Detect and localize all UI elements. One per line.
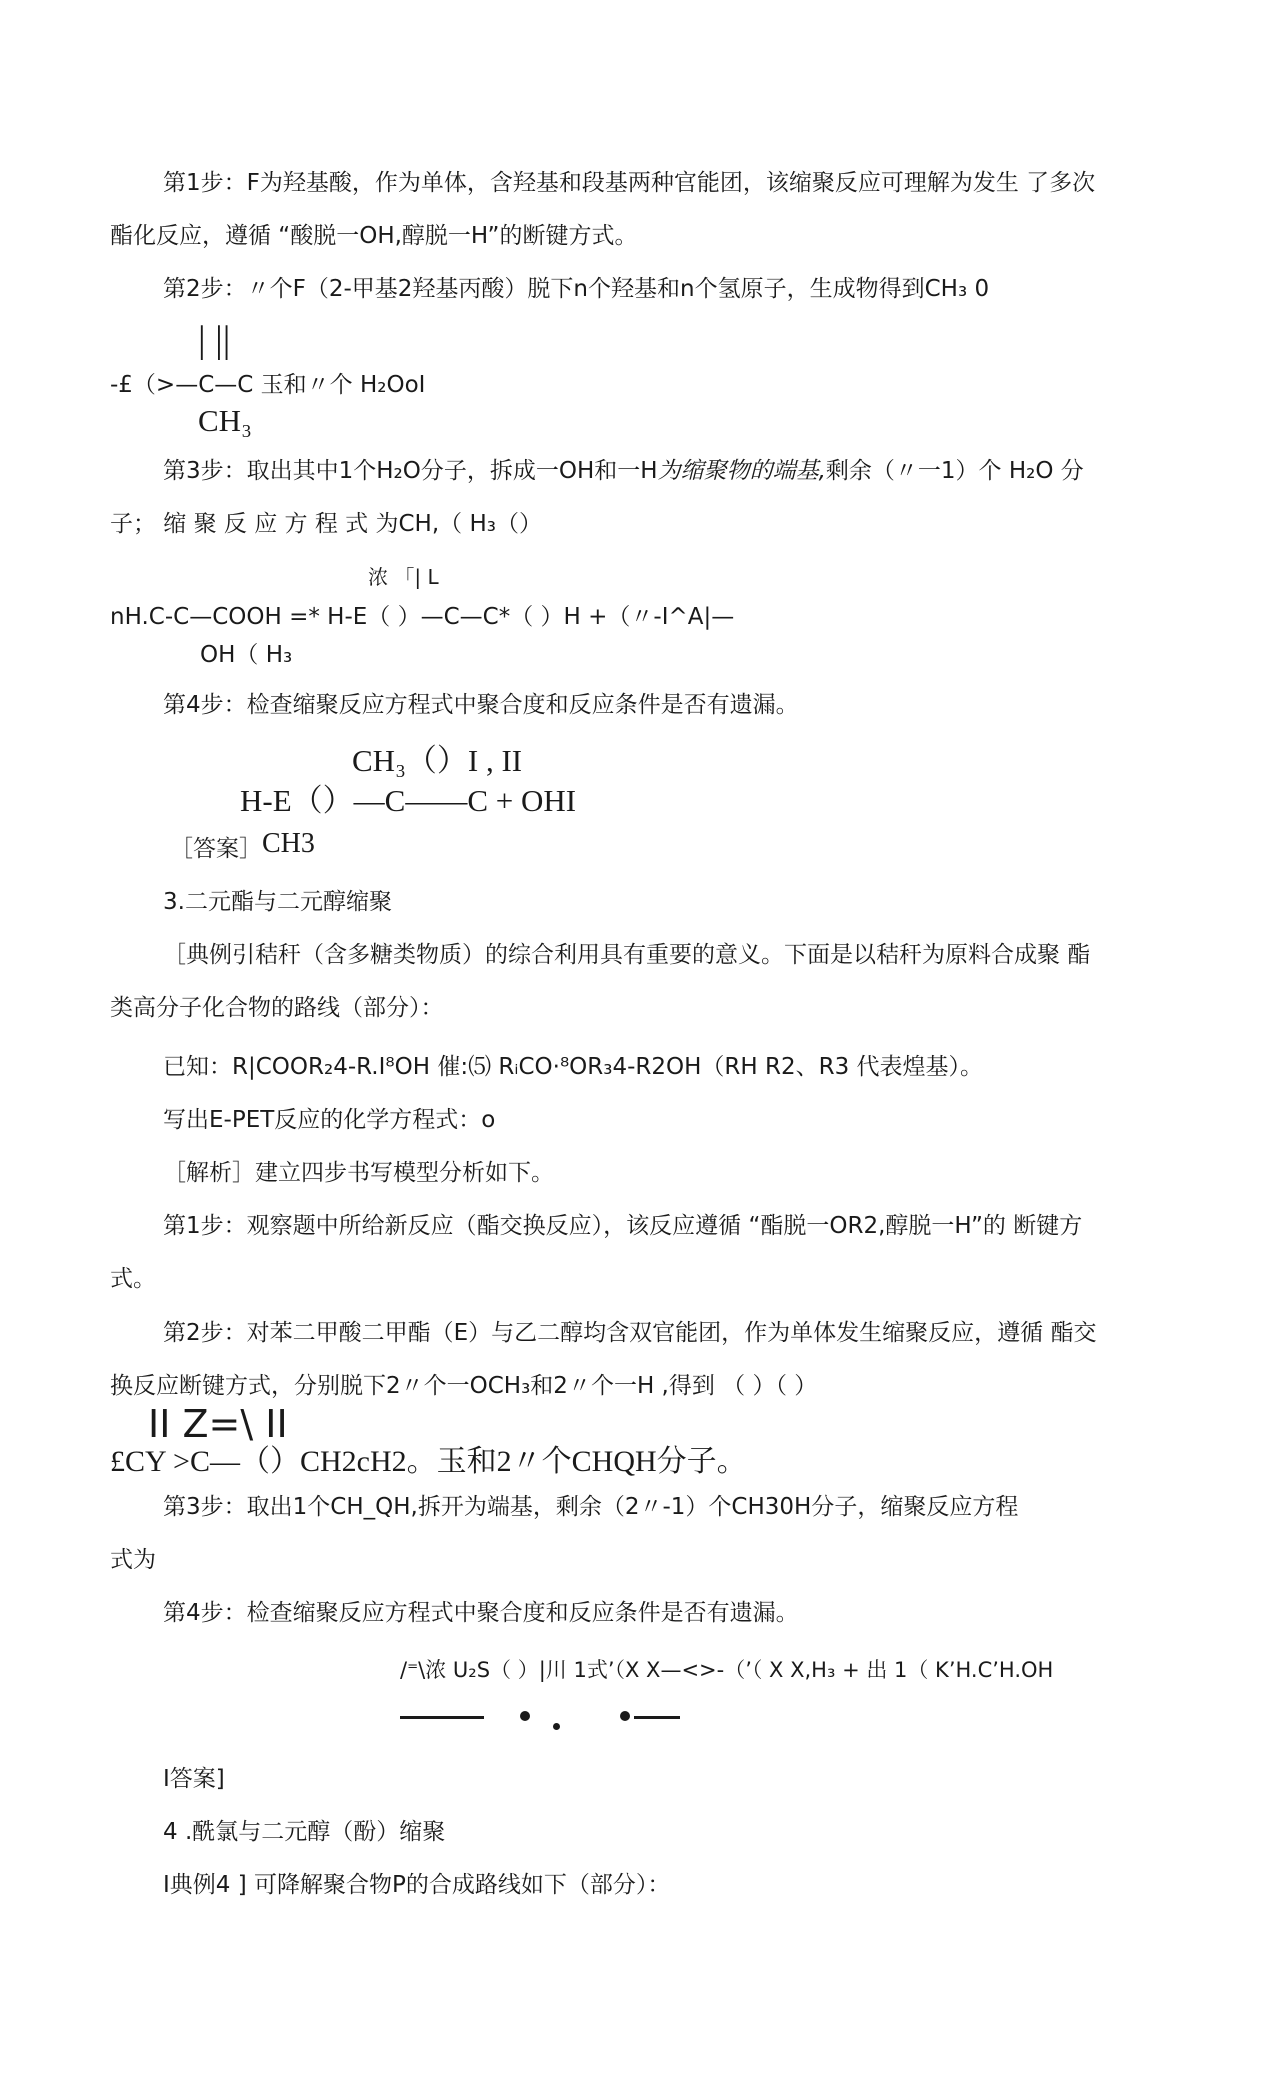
s1-line1: 第1步：观察题中所给新反应（酯交换反应），该反应遵循 “酯脱一OR2,醇脱一H”的 断键方 xyxy=(163,1213,1083,1239)
answer-label xyxy=(170,828,315,864)
step3-line2: 子； 缩 聚 反 应 方 程 式 为CH,（ H₃（） xyxy=(110,511,542,537)
equation2-arrow-left xyxy=(400,1716,484,1719)
answer-formula-main: H-E（）—C——C + OHI xyxy=(240,783,577,818)
example4-line: I典例4 ] 可降解聚合物P的合成路线如下（部分）： xyxy=(163,1872,671,1898)
step3-line1-start: 第3步：取出其中1个H₂O分子，拆成一OH和一H xyxy=(163,458,658,484)
equation1-condition xyxy=(368,562,439,592)
equation1-condition-text: 浓 「| L xyxy=(368,565,439,589)
equation1-substituents: OH（ H₃ xyxy=(200,642,293,668)
s1-line2: 式。 xyxy=(110,1266,156,1292)
equation2-line: /⁼\浓 U₂S（ ）|川 1式’（X X—<>-（’（ X X,H₃ + 出 1（ K’H.C’H.OH xyxy=(400,1658,1054,1682)
s2-line1: 第2步：对苯二甲酸二甲酯（E）与乙二醇均含双官能团，作为单体发生缩聚反应，遵循 酯交 xyxy=(163,1320,1097,1346)
step1-line2: 酯化反应，遵循 “酸脱一OH,醇脱一H”的断键方式。 xyxy=(110,223,638,249)
polymer-fragment-bonds: II Z=\ II xyxy=(148,1402,288,1446)
equation2-dot-1 xyxy=(520,1711,530,1721)
answer-ch3: CH3 xyxy=(262,828,315,859)
s3-line2: 式为 xyxy=(110,1547,156,1573)
step3-line1 xyxy=(163,456,1084,486)
known-reaction: 已知：R|COOR₂4-R.I⁸OH 催:⑸ RᵢCO·⁸OR₃4-R2OH（RH R2、R3 代表煌基）。 xyxy=(163,1054,984,1080)
equation2-arrow-right xyxy=(634,1716,680,1719)
answer2-label: I答案] xyxy=(163,1766,225,1792)
write-equation-prompt: 写出E-PET反应的化学方程式：o xyxy=(163,1107,496,1133)
polymer-formula: £CY >C—（）CH2cH2。玉和2〃个CHQH分子。 xyxy=(110,1445,747,1478)
methyl-group-label: CH₃ xyxy=(198,403,252,438)
section4-title: 4 .酰氯与二元醇（酚）缩聚 xyxy=(163,1819,446,1845)
s3-line1: 第3步：取出1个CH_QH,拆开为端基，剩余（2〃-1）个CH30H分子，缩聚反应方程 xyxy=(163,1494,1019,1520)
step2-line1: 第2步：〃个F（2-甲基2羟基丙酸）脱下n个羟基和n个氢原子，生成物得到CH₃ 0 xyxy=(163,276,990,302)
section3-title: 3.二元酯与二元醇缩聚 xyxy=(163,889,392,915)
example3-line1: ［典例引秸秆（含多糖类物质）的综合利用具有重要的意义。下面是以秸秆为原料合成聚 酯 xyxy=(163,942,1091,968)
equation2-dot-3 xyxy=(620,1711,630,1721)
equation1-main: nH.C-C—COOH =* H-E（ ）—C—C*（ ）H +（〃-I^A|— xyxy=(110,604,735,630)
analysis-line: ［解析］建立四步书写模型分析如下。 xyxy=(163,1160,554,1186)
answer-label-text: ［答案］ xyxy=(170,836,262,862)
step4-line1: 第4步：检查缩聚反应方程式中聚合度和反应条件是否有遗漏。 xyxy=(163,692,799,718)
answer-formula-top: CH₃（）I , II xyxy=(352,743,523,778)
example3-line2: 类高分子化合物的路线（部分）： xyxy=(110,995,444,1021)
s4-line1: 第4步：检查缩聚反应方程式中聚合度和反应条件是否有遗漏。 xyxy=(163,1600,799,1626)
s2-line2: 换反应断键方式，分别脱下2〃个一OCH₃和2〃个一H ,得到 （ ）（ ） xyxy=(110,1373,818,1399)
equation2-dot-2 xyxy=(553,1723,560,1730)
step3-line1-italic: 为缩聚物的端基, xyxy=(657,458,826,484)
step3-line1-end: 剩余（〃一1）个 H₂O 分 xyxy=(825,458,1084,484)
step1-line1: 第1步：F为羟基酸，作为单体，含羟基和段基两种官能团，该缩聚反应可理解为发生 了多次 xyxy=(163,170,1096,196)
step2-formula: -£（>—C—C 玉和〃个 H₂OoI xyxy=(110,372,426,398)
formula-bond-bars: | || xyxy=(198,319,231,361)
